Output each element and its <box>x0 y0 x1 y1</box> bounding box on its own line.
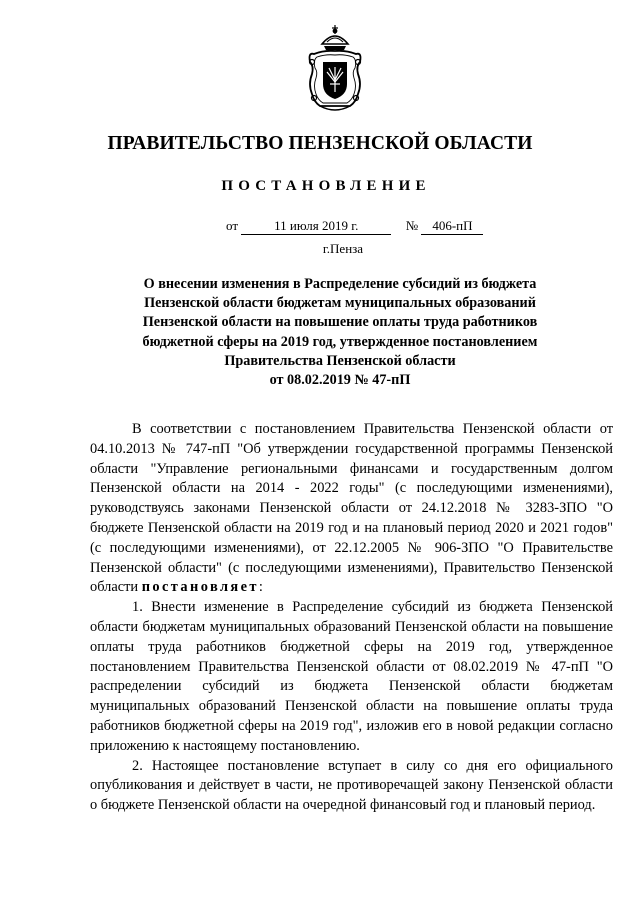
title-line: бюджетной сферы на 2019 год, утвержденное постановлением <box>142 333 538 350</box>
document-type: ПОСТАНОВЛЕНИЕ <box>221 178 431 194</box>
preamble-text: В соответствии с постановлением Правительства Пензенской области от 04.10.2013 № 747-пП "Об утверждении государственной программы Пензенской области "Управление региональными финансами и государственным долгом Пензенской области на 2014 - 2022 годы" (с последующими изменениями), руководствуясь законами Пензенской области от 24.12.2018 № 3283-ЗПО "О бюджете Пензенской области на 2019 год и на плановый период 2020 и 2021 годов" (с последующими изменениями), от 22.12.2005 № 906-ЗПО "О Правительстве Пензенской области" (с последующими изменениями), Правительство Пензенской области <box>90 421 613 596</box>
date-number-line <box>226 218 483 235</box>
document-number: 406-пП <box>421 219 483 235</box>
date-prefix: от <box>226 218 239 233</box>
decree-word: постановляет <box>141 579 259 596</box>
item-2-paragraph: 2. Настоящее постановление вступает в силу со дня его официального опубликования и действует в части, не противоречащей закону Пензенской области о бюджете Пензенской области на очередной финансовый год и плановый период. <box>90 757 613 814</box>
item-1-paragraph: 1. Внести изменение в Распределение субсидий из бюджета Пензенской области бюджетам муниципальных образований Пензенской области на повышение оплаты труда работников бюджетной сферы на 2019 год, утвержденное постановлением Правительства Пензенской области от 08.02.2019 № 47-пП "О распределении субсидий из бюджета Пензенской области бюджетам муниципальных образований Пензенской области на повышение оплаты труда работников бюджетной сферы на 2019 год", изложив его в новой редакции согласно приложению к настоящему постановлению. <box>90 599 613 754</box>
title-line: Правительства Пензенской области <box>224 352 456 369</box>
document-date: 11 июля 2019 г. <box>241 219 391 235</box>
document-body <box>90 420 613 816</box>
number-prefix: № <box>405 218 419 233</box>
decree-punct: : <box>258 579 263 596</box>
document-title <box>120 275 560 390</box>
organization-name: ПРАВИТЕЛЬСТВО ПЕНЗЕНСКОЙ ОБЛАСТИ <box>107 133 533 154</box>
title-line: Пензенской области бюджетам муниципальных образований <box>144 295 536 312</box>
title-line: от 08.02.2019 № 47-пП <box>269 372 411 389</box>
title-line: О внесении изменения в Распределение субсидий из бюджета <box>143 276 537 292</box>
preamble-paragraph <box>90 420 613 598</box>
city: г.Пенза <box>322 241 364 256</box>
title-line: Пензенской области на повышение оплаты труда работников <box>142 314 538 331</box>
pensa-coat-of-arms-icon <box>300 22 370 122</box>
